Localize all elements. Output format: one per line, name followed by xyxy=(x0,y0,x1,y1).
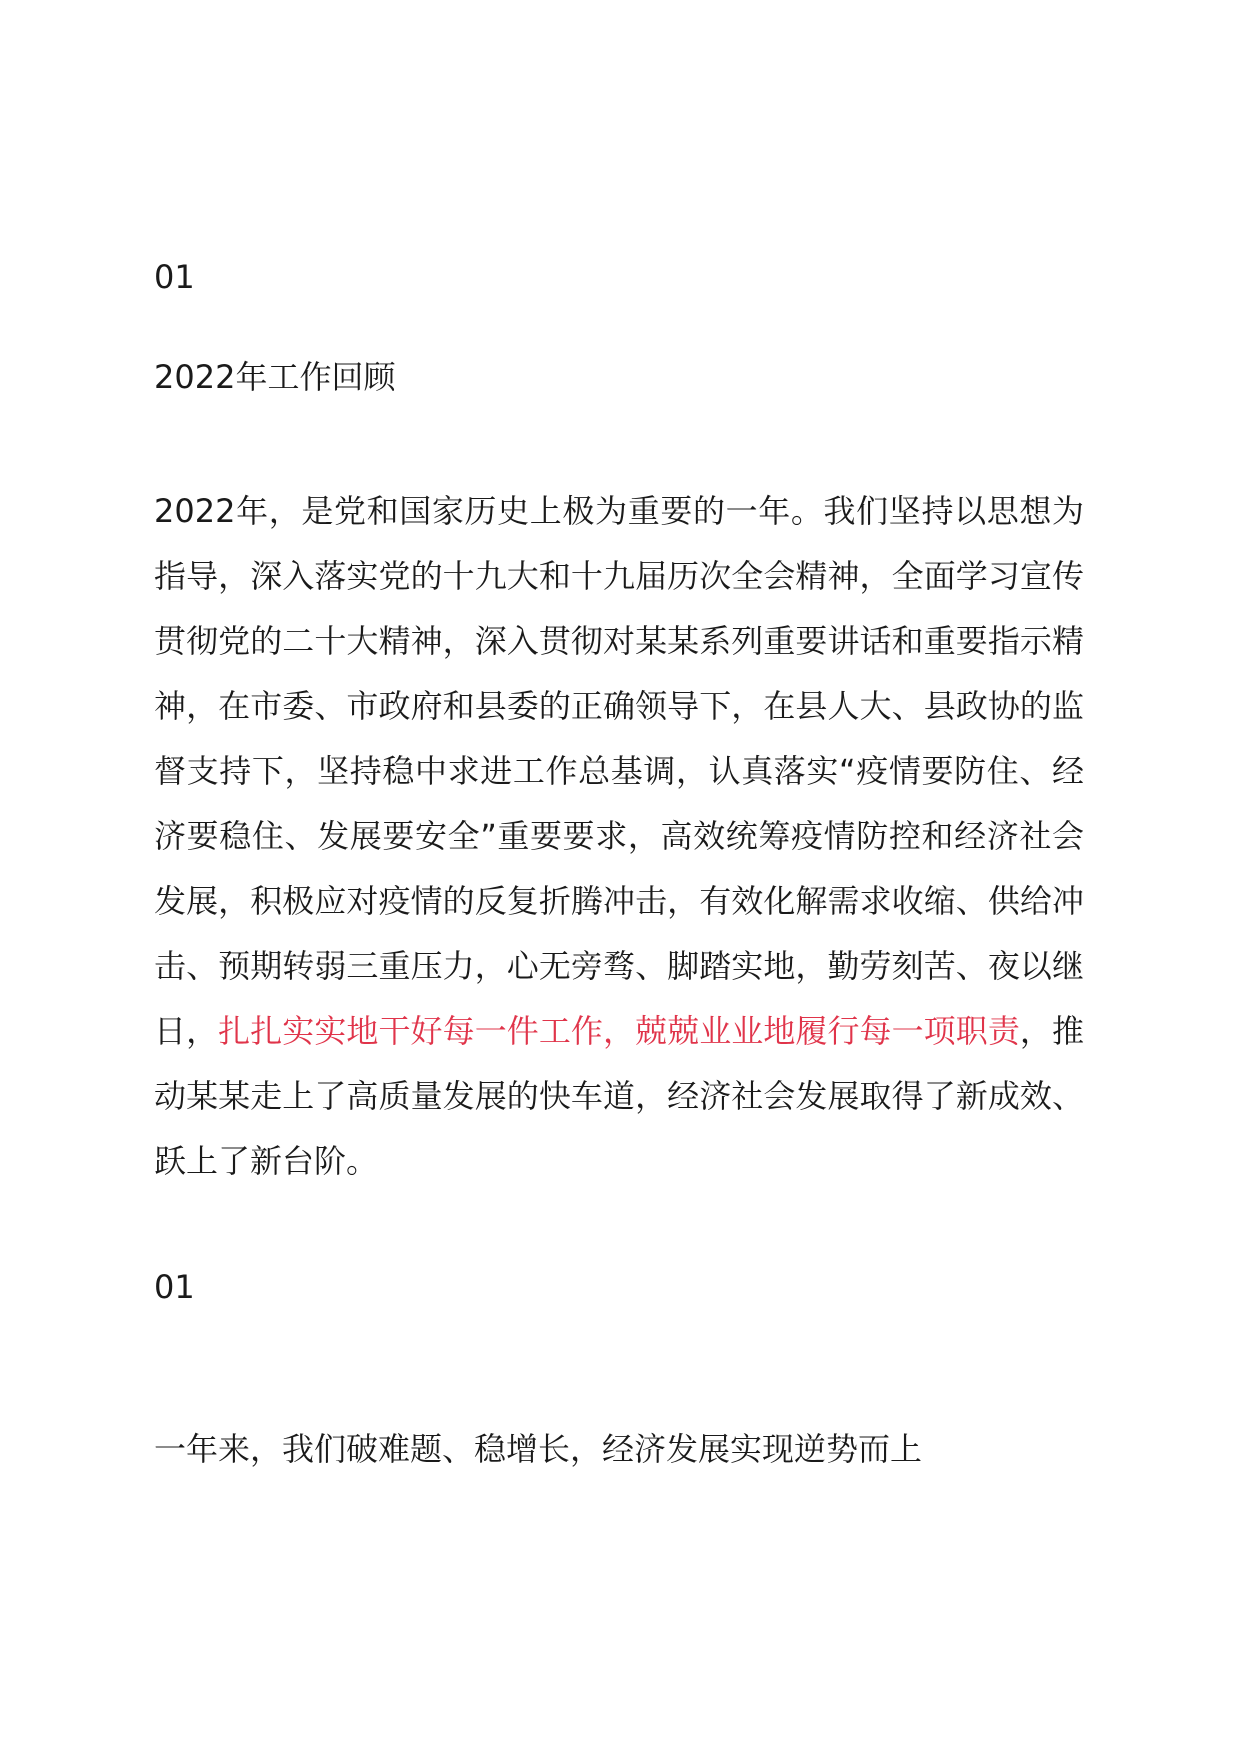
section-number: 01 xyxy=(154,258,195,296)
subheading: 一年来，我们破难题、稳增长，经济发展实现逆势而上 xyxy=(154,1430,923,1468)
highlighted-text: 扎扎实实地干好每一件工作，兢兢业业地履行每一项职责 xyxy=(218,1012,1020,1050)
body-text-before: 2022年，是党和国家历史上极为重要的一年。我们坚持以思想为指导，深入落实党的十九大和十九届历次全会精神，全面学习宣传贯彻党的二十大精神，深入贯彻对某某系列重要讲话和重要指示精神，在市委、市政府和县委的正确领导下，在县人大、县政协的监督支持下，坚持稳中求进工作总基调，认真落实“疫情要防住、经济要稳住、发展要安全”重要要求，高效统筹疫情防控和经济社会发展，积极应对疫情的反复折腾冲击，有效化解需求收缩、供给冲击、预期转弱三重压力，心无旁骛、脚踏实地，勤劳刻苦、夜以继日， xyxy=(154,492,1084,1050)
section-number-2: 01 xyxy=(154,1268,195,1306)
body-text-after: ，推动某某走上了高质量发展的快车道，经济社会发展取得了新成效、跃上了新台阶。 xyxy=(154,1012,1084,1180)
body-paragraph xyxy=(154,479,1084,1194)
section-title: 2022年工作回顾 xyxy=(154,358,396,396)
